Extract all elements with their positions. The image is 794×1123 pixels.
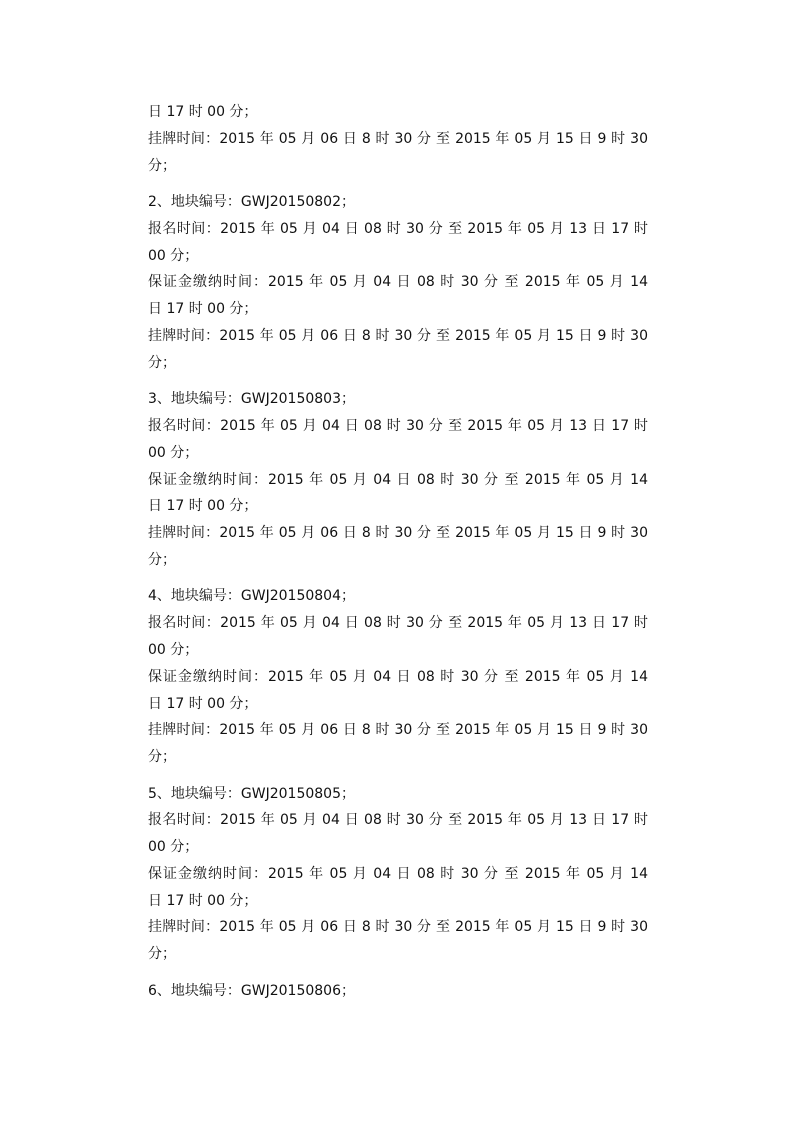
deposit-time-line: 保证金缴纳时间：2015 年 05 月 04 日 08 时 30 分 至 2015 年 05 月 14	[148, 274, 648, 291]
registration-time-end: 00 分；	[148, 641, 199, 658]
parcel-heading: 2、地块编号：GWJ20150802；	[148, 193, 355, 210]
parcel-heading: 3、地块编号：GWJ20150803；	[148, 391, 355, 408]
parcel-block	[148, 583, 648, 771]
registration-time-line: 报名时间：2015 年 05 月 04 日 08 时 30 分 至 2015 年 05 月 13 日 17 时	[148, 615, 648, 632]
deposit-time-end: 日 17 时 00 分；	[148, 695, 258, 712]
deposit-time-end: 日 17 时 00 分；	[148, 104, 258, 120]
parcel-continuation	[148, 99, 648, 179]
listing-time-end: 分；	[148, 157, 176, 174]
parcel-heading: 6、地块编号：GWJ20150806；	[148, 982, 355, 999]
deposit-time-end: 日 17 时 00 分；	[148, 301, 258, 318]
listing-time-end: 分；	[148, 946, 176, 963]
parcel-heading: 4、地块编号：GWJ20150804；	[148, 588, 355, 605]
parcel-block	[148, 189, 648, 377]
registration-time-line: 报名时间：2015 年 05 月 04 日 08 时 30 分 至 2015 年 05 月 13 日 17 时	[148, 220, 648, 237]
parcel-block	[148, 386, 648, 574]
listing-time-line: 挂牌时间：2015 年 05 月 06 日 8 时 30 分 至 2015 年 05 月 15 日 9 时 30	[148, 919, 648, 936]
registration-time-end: 00 分；	[148, 444, 199, 461]
listing-time-line: 挂牌时间：2015 年 05 月 06 日 8 时 30 分 至 2015 年 05 月 15 日 9 时 30	[148, 130, 648, 147]
deposit-time-line: 保证金缴纳时间：2015 年 05 月 04 日 08 时 30 分 至 2015 年 05 月 14	[148, 668, 648, 685]
parcel-heading: 5、地块编号：GWJ20150805；	[148, 785, 355, 802]
deposit-time-end: 日 17 时 00 分；	[148, 498, 258, 515]
registration-time-line: 报名时间：2015 年 05 月 04 日 08 时 30 分 至 2015 年 05 月 13 日 17 时	[148, 417, 648, 434]
listing-time-end: 分；	[148, 749, 176, 766]
listing-time-end: 分；	[148, 354, 176, 371]
registration-time-end: 00 分；	[148, 247, 199, 264]
registration-time-line: 报名时间：2015 年 05 月 04 日 08 时 30 分 至 2015 年 05 月 13 日 17 时	[148, 812, 648, 829]
deposit-time-line: 保证金缴纳时间：2015 年 05 月 04 日 08 时 30 分 至 2015 年 05 月 14	[148, 471, 648, 488]
listing-time-line: 挂牌时间：2015 年 05 月 06 日 8 时 30 分 至 2015 年 05 月 15 日 9 时 30	[148, 722, 648, 739]
document-body	[148, 99, 648, 1004]
listing-time-line: 挂牌时间：2015 年 05 月 06 日 8 时 30 分 至 2015 年 05 月 15 日 9 时 30	[148, 525, 648, 542]
deposit-time-line: 保证金缴纳时间：2015 年 05 月 04 日 08 时 30 分 至 2015 年 05 月 14	[148, 865, 648, 882]
parcel-block	[148, 781, 648, 969]
registration-time-end: 00 分；	[148, 839, 199, 856]
listing-time-line: 挂牌时间：2015 年 05 月 06 日 8 时 30 分 至 2015 年 05 月 15 日 9 时 30	[148, 327, 648, 344]
deposit-time-end: 日 17 时 00 分；	[148, 892, 258, 909]
listing-time-end: 分；	[148, 551, 176, 568]
